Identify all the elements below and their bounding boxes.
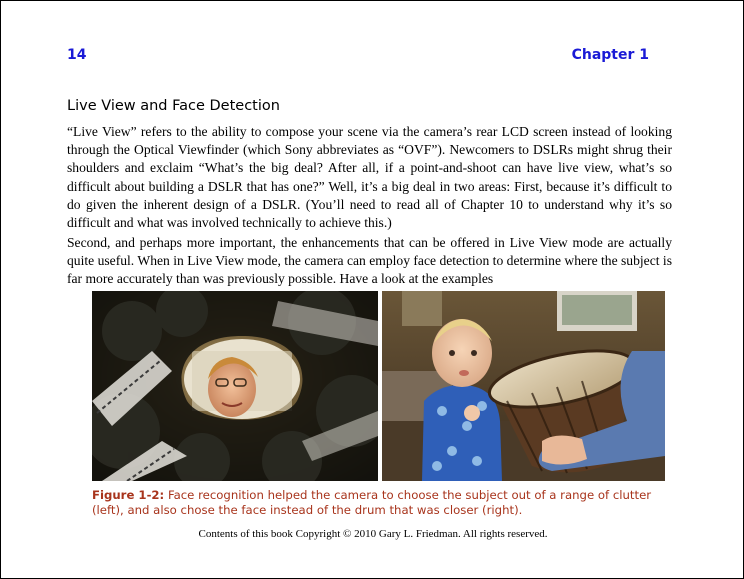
photo-wreath-face xyxy=(92,291,378,481)
page-number: 14 xyxy=(67,47,87,63)
section-title: Live View and Face Detection xyxy=(67,98,280,114)
photo-toddler-drum xyxy=(382,291,665,481)
paragraph-2: Second, and perhaps more important, the enhancements that can be offered in Live View mode are actually quite useful. When in Live View mode, the camera can employ face detection to determine where the subject is far more accurately than was previously possible. Have a look at the examples xyxy=(67,235,672,287)
copyright-footer: Contents of this book Copyright © 2010 Gary L. Friedman. All rights reserved. xyxy=(198,528,548,540)
figure-label: Figure 1-2: xyxy=(92,488,165,502)
figure-caption xyxy=(92,488,682,519)
figure-caption-text: Face recognition helped the camera to choose the subject out of a range of clutter (left), and also chose the face instead of the drum that was closer (right). xyxy=(92,488,652,518)
paragraph-1: “Live View” refers to the ability to compose your scene via the camera’s rear LCD screen instead of looking through the Optical Viewfinder (which Sony abbreviates as “OVF”). Newcomers to DSLRs might shrug their shoulders and exclaim “What’s the big deal? After all, if a point-and-shoot can have live view, what’s so difficult about building a DSLR that has one?” Well, it’s a big deal in two areas: First, because it’s difficult to do given the inherent design of a DSLR. (You’ll need to read all of Chapter 10 to understand why it’s so difficult and what was involved technically to achieve this.) xyxy=(67,124,672,231)
chapter-label: Chapter 1 xyxy=(571,47,649,63)
